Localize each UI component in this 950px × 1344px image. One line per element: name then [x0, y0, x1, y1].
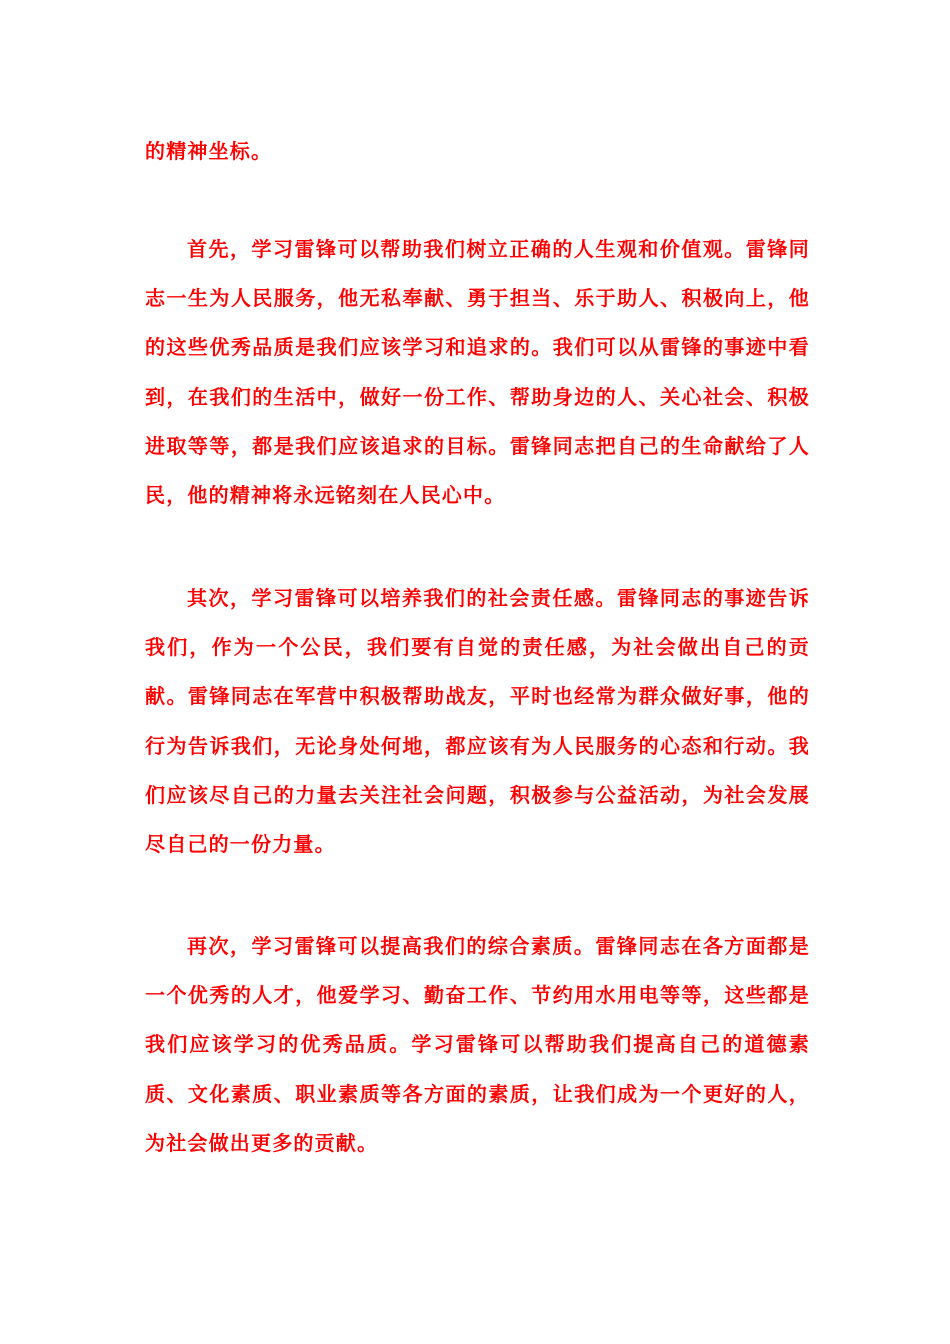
continuation-line: 的精神坐标。 [145, 139, 273, 163]
paragraph-third: 再次，学习雷锋可以提高我们的综合素质。雷锋同志在各方面都是一个优秀的人才，他爱学习、勤奋工作、节约用水用电等等，这些都是我们应该学习的优秀品质。学习雷锋可以帮助我们提高自己的道德素质、文化素质、职业素质等各方面的素质，让我们成为一个更好的人，为社会做出更多的贡献。 [145, 934, 810, 1155]
paragraph-second: 其次，学习雷锋可以培养我们的社会责任感。雷锋同志的事迹告诉我们，作为一个公民，我们要有自觉的责任感，为社会做出自己的贡献。雷锋同志在军营中积极帮助战友，平时也经常为群众做好事，他的行为告诉我们，无论身处何地，都应该有为人民服务的心态和行动。我们应该尽自己的力量去关注社会问题，积极参与公益活动，为社会发展尽自己的一份力量。 [145, 586, 810, 857]
paragraph-first: 首先，学习雷锋可以帮助我们树立正确的人生观和价值观。雷锋同志一生为人民服务，他无私奉献、勇于担当、乐于助人、积极向上，他的这些优秀品质是我们应该学习和追求的。我们可以从雷锋的事迹中看到，在我们的生活中，做好一份工作、帮助身边的人、关心社会、积极进取等等，都是我们应该追求的目标。雷锋同志把自己的生命献给了人民，他的精神将永远铭刻在人民心中。 [145, 237, 810, 508]
